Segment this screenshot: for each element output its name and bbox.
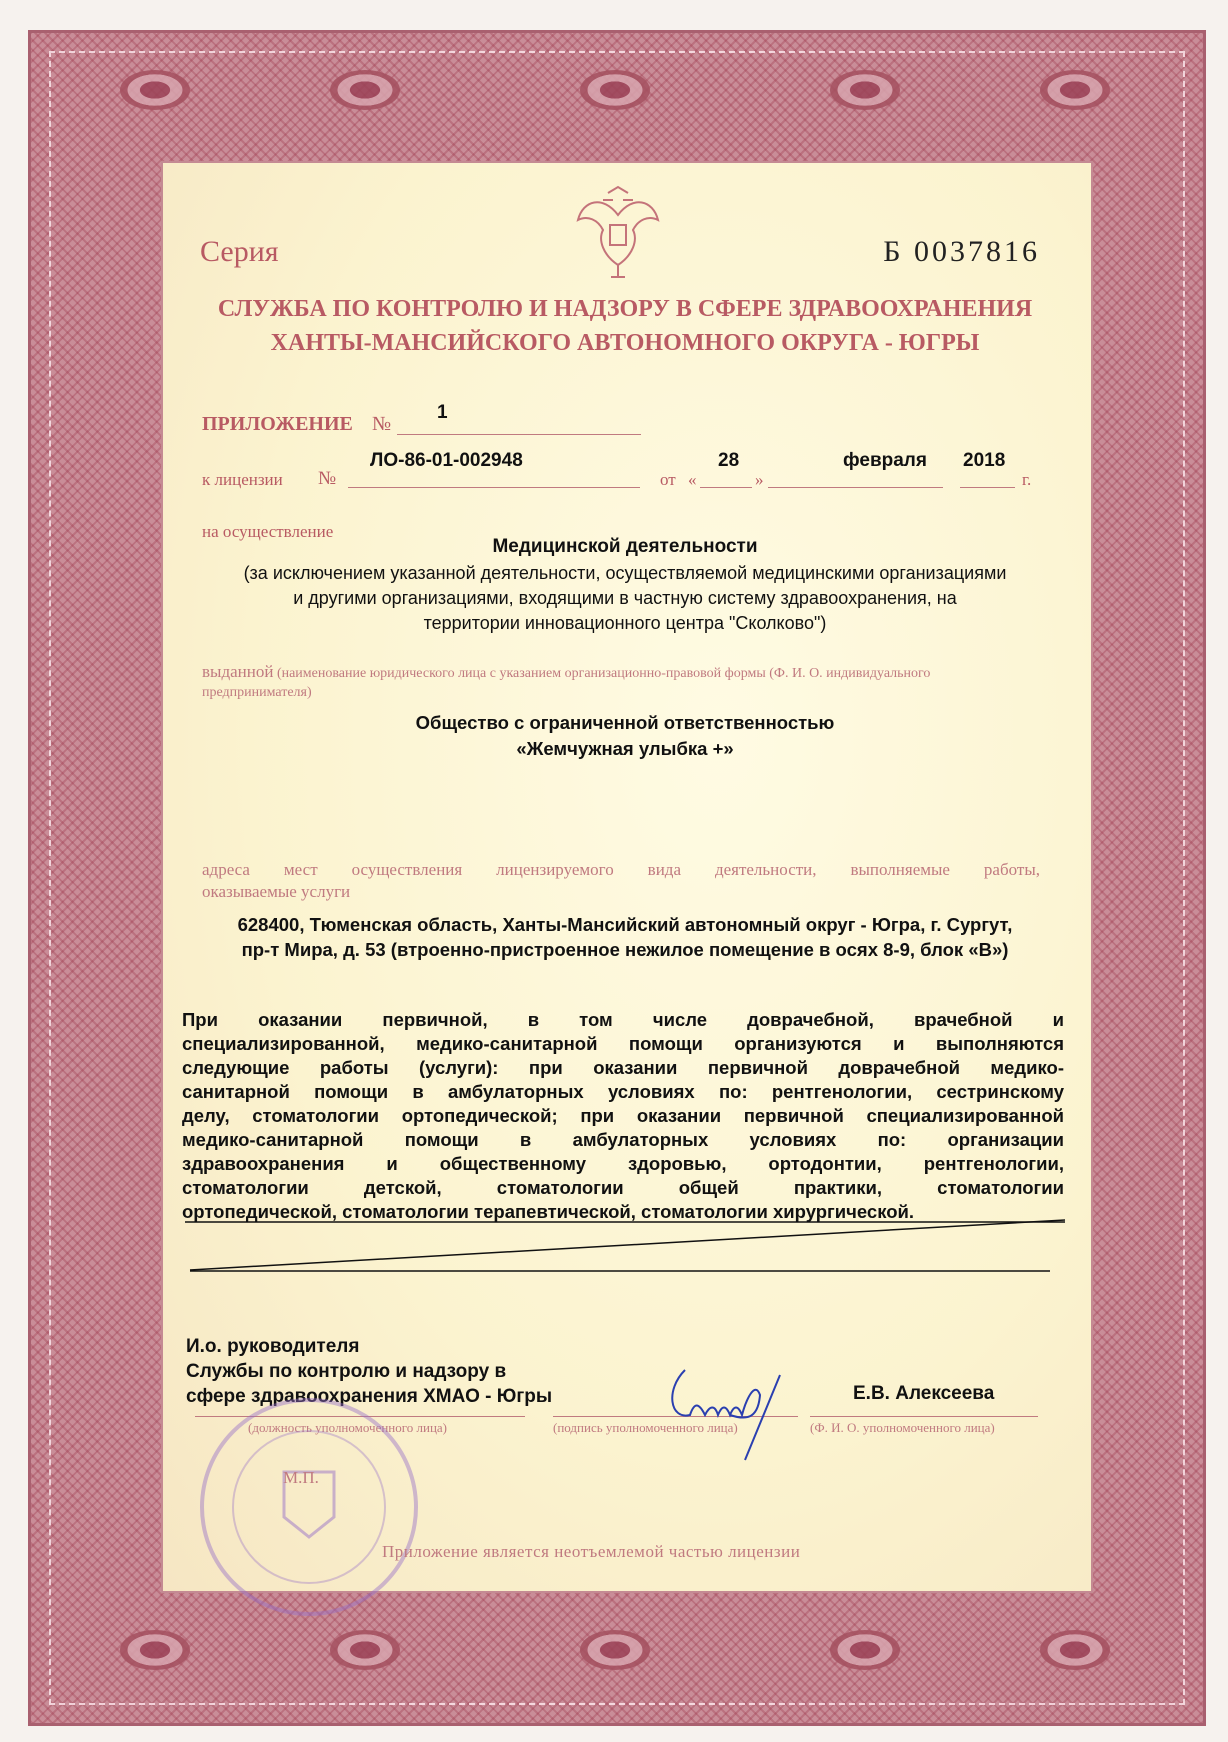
footer-note: Приложение является неотъемлемой частью лицензии (382, 1542, 801, 1561)
activity-line: (за исключением указанной деятельности, осуществляемой медицинскими организациями (243, 563, 1007, 583)
month-line (768, 487, 943, 488)
appendix-label: ПРИЛОЖЕНИЕ (202, 413, 353, 435)
appendix-number-line (397, 434, 641, 435)
services-line: делу, стоматологии ортопедической; при оказании первичной специализированной (182, 1105, 1064, 1126)
border-ornament (580, 70, 650, 110)
address-line2: пр-т Мира, д. 53 (втроенно-пристроенное нежилое помещение в осях 8-9, блок «В») (241, 939, 1009, 960)
year-suffix: г. (1022, 470, 1032, 489)
services-line: специализированной, медико-санитарной помощи организуются и выполняются (182, 1033, 1064, 1054)
activity-title: Медицинской деятельности (492, 536, 758, 557)
border-ornament (1040, 70, 1110, 110)
border-ornament (1040, 1630, 1110, 1670)
issued-hint-line2: предпринимателя) (202, 685, 312, 700)
issued-to-hint (202, 662, 930, 682)
border-ornament (120, 70, 190, 110)
activity-line: и другими организациями, входящими в частную систему здравоохранения, на (293, 588, 957, 608)
issued-hint-line1: (наименование юридического лица с указанием организационно-правовой формы (Ф. И. О. индивидуального (276, 666, 931, 681)
license-month: февраля (843, 450, 927, 471)
signatory-name: Е.В. Алексеева (853, 1383, 995, 1404)
series-number: Б 0037816 (883, 235, 1040, 268)
issued-label: выданной (202, 662, 274, 681)
license-label: к лицензии (202, 470, 283, 489)
services-line: стоматологии детской, стоматологии общей практики, стоматологии (182, 1177, 1064, 1198)
series-label: Серия (200, 235, 279, 268)
license-number-sign: № (318, 468, 337, 489)
activity-description (161, 561, 1089, 636)
name-line (810, 1416, 1038, 1417)
appendix-number-sign: № (372, 413, 392, 435)
handwritten-signature (660, 1360, 840, 1470)
position-line3: сфере здравоохранения ХМАО - Югры (186, 1386, 553, 1407)
quote-open: « (688, 470, 697, 489)
license-number: ЛО-86-01-002948 (370, 450, 523, 471)
name-hint: (Ф. И. О. уполномоченного лица) (810, 1420, 995, 1435)
activity-label: на осуществление (202, 522, 334, 541)
signatory-position (186, 1334, 552, 1409)
license-number-line (348, 487, 640, 488)
address-label-line1: адреса мест осуществления лицензируемого вида деятельности, выполняемые работы, (202, 860, 1040, 879)
license-day: 28 (718, 450, 740, 471)
border-ornament (830, 1630, 900, 1670)
authority-title-line1: СЛУЖБА ПО КОНТРОЛЮ И НАДЗОРУ В СФЕРЕ ЗДРАВООХРАНЕНИЯ (217, 296, 1033, 322)
border-ornament (330, 1630, 400, 1670)
activity-line: территории инновационного центра "Сколково") (423, 613, 827, 633)
address-label-line2: оказываемые услуги (202, 882, 351, 901)
strike-through-lines (180, 1200, 1080, 1280)
appendix-number: 1 (437, 402, 448, 423)
position-line1: И.о. руководителя (186, 1336, 360, 1357)
border-ornament (120, 1630, 190, 1670)
organization-name-line2: «Жемчужная улыбка +» (516, 738, 734, 759)
position-line2: Службы по контролю и надзору в (186, 1361, 507, 1382)
services-line: медико-санитарной помощи в амбулаторных условиях по: организации (182, 1129, 1064, 1150)
border-ornament (330, 70, 400, 110)
services-line: санитарной помощи в амбулаторных условиях по: рентгенологии, сестринскому (182, 1081, 1064, 1102)
signature-hint: (подпись уполномоченного лица) (553, 1420, 738, 1435)
authority-title-line2: ХАНТЫ-МАНСИЙСКОГО АВТОНОМНОГО ОКРУГА - ЮГРЫ (270, 330, 980, 356)
position-hint: (должность уполномоченного лица) (248, 1420, 448, 1435)
day-line (700, 487, 752, 488)
services-line: При оказании первичной, в том числе доврачебной, врачебной и (182, 1009, 1064, 1030)
border-ornament (580, 1630, 650, 1670)
stamp-place-label: М.П. (283, 1468, 319, 1487)
license-year: 2018 (963, 450, 1006, 471)
quote-close: » (755, 470, 764, 489)
organization-name-line1: Общество с ограниченной ответственностью (415, 712, 835, 733)
address-line1: 628400, Тюменская область, Ханты-Мансийский автономный округ - Югра, г. Сургут, (237, 914, 1013, 935)
services-text (182, 1008, 1064, 1224)
services-line: здравоохранения и общественному здоровью, ортодонтии, рентгенологии, (182, 1153, 1064, 1174)
border-ornament (830, 70, 900, 110)
services-line: ортопедической, стоматологии терапевтической, стоматологии хирургической. (182, 1201, 915, 1222)
year-line (960, 487, 1015, 488)
coat-of-arms-icon (573, 185, 663, 280)
license-from-label: от (660, 470, 676, 489)
services-line: следующие работы (услуги): при оказании первичной доврачебной медико- (182, 1057, 1064, 1078)
official-stamp (200, 1398, 418, 1616)
